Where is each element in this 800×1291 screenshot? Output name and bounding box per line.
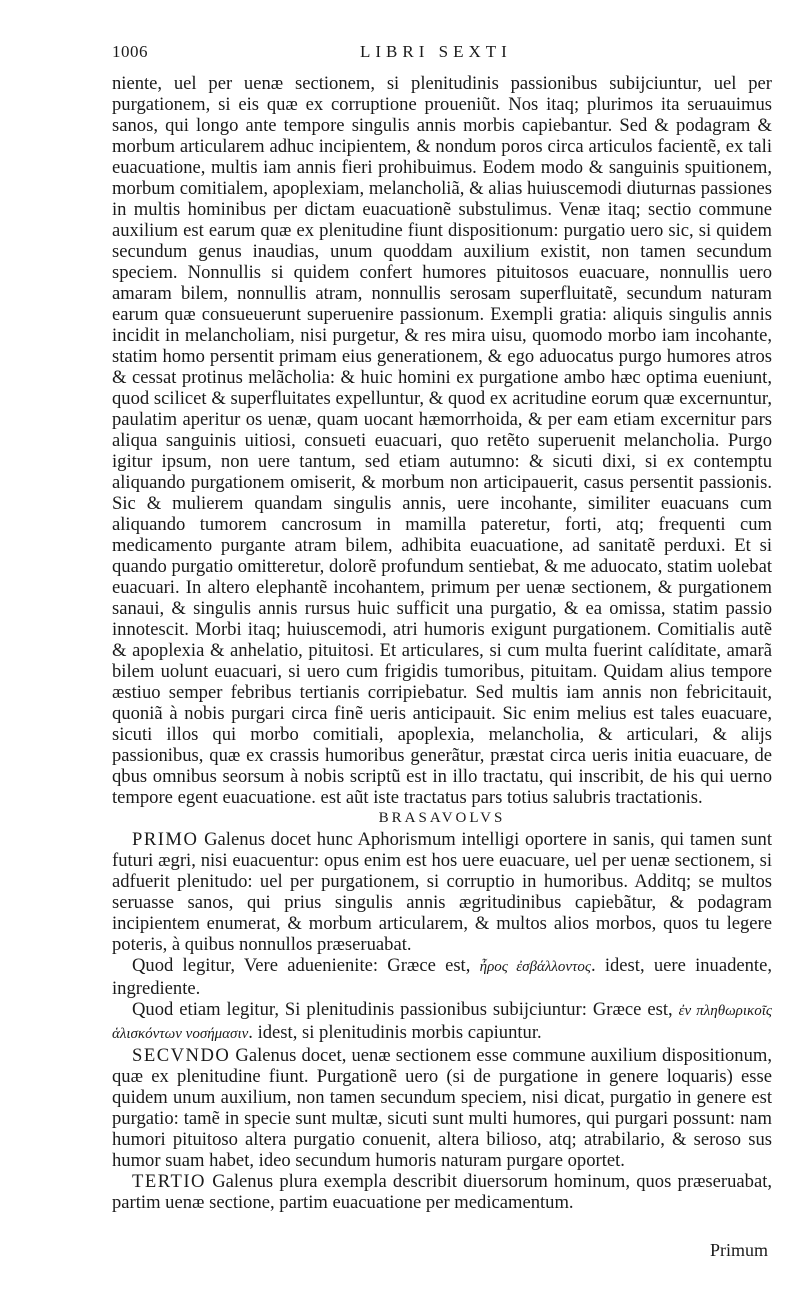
quod-etiam-paragraph <box>112 999 772 1045</box>
tertio-label: TERTIO <box>132 1171 206 1192</box>
running-title: LIBRI SEXTI <box>360 42 512 61</box>
secundo-text: Galenus docet, uenæ sectionem esse commune auxilium dispositionum, quæ ex plenitudine fiunt. Purgationẽ uero (si de purgatione in genere loquaris) esse quidem unum auxilium, non tamen secundum speciem, nisi dicat, purgatio in genere est purgatio: tamẽ in specie sunt multæ, sicuti sunt multi humores, qui purgari possunt: nam humori pituitoso altera purgatio conuenit, altera bilioso, atq; atrabilario, & seroso sus humor suam habet, ideo secundum humoris naturam purgare oportet. <box>112 1045 772 1171</box>
quod-legitur-paragraph <box>112 955 772 999</box>
tertio-text: Galenus plura exempla describit diuersorum hominum, quos præseruabat, partim uenæ sectione, partim euacuatione per medicamentum. <box>112 1171 773 1213</box>
commentary-main-paragraph: niente, uel per uenæ sectionem, si plenitudinis passionibus subijciuntur, uel per purgationem, si eis quæ ex corruptione proueniũt. Nos itaq; plurimos ita seruauimus sanos, qui longo ante tempore singulis annis morbis capiebantur. Sed & podagram & morbum articularem adhuc incipientem, & nondum poros circa articulos facientẽ, ex tali euacuatione, multis iam annis fieri prohibuimus. Eodem modo & sanguinis spuitionem, morbum comitialem, apoplexiam, melancholiã, & alias huiuscemodi diuturnas passiones in multis hominibus per dictam euacuationẽ substulimus. Venæ itaq; sectio commune auxilium est earum quæ ex plenitudine fiunt dispositionum: purgatio uero sic, si quidem secundum genus inaudias, unum quoddam auxilium existit, non tamen secundum speciem. Nonnullis si quidem confert humores pituitosos euacuare, nonnullis uero amaram bilem, nonnullis atram, nonnullis serosam superfluitatẽ, secundum naturam earum quæ consueuerunt superuenire passionum. Exempli gratia: aliquis singulis annis incidit in melancholiam, nisi purgetur, & res mira uisu, quomodo morbo iam incohante, statim homo persentit primam eius generationem, & ego aduocatus purgo humores atros & cessat protinus melãcholia: & huic homini ex purgatione ambo hæc optima eueniunt, quod scilicet & superfluitates expelluntur, & quod ex acritudine eorum quæ excernuntur, paulatim aperitur os uenæ, quam uocant hæmorrhoida, & per eam etiam excernitur pars aliqua sanguinis uitiosi, consueti euacuari, quo retẽto superuenit melancholia. Purgo igitur ipsum, non uere tantum, sed etiam autumno: & sicuti dixi, si ex contemptu aliquando purgationem omiserit, & morbum non articipauerit, casus persentit passionis. Sic & mulierem quandam singulis annis, uere incohante, similiter euacuans cum aliquando tumorem cancrosum in mamilla pateretur, forti, atq; frequenti cum medicamento purgante atram bilem, adhibita euacuatione, ad sanitatẽ perduxi. Et si quando purgatio omitteretur, dolorẽ profundum sentiebat, & me aduocato, statim uolebat euacuari. In altero elephantẽ incohantem, primum per uenæ sectionem, & purgationem sanaui, & singulis annis rursus huic sufficit una purgatio, & ea omissa, statim passio innotescit. Morbi itaq; huiuscemodi, atri humoris exigunt purgationem. Comitialis autẽ & apoplexia & anhelatio, pituitosi. Et articulares, si cum multa fuerint calíditate, amarã bilem uolunt euacuari, si uero cum frigidis tumoribus, pituitam. Quidam alius tempore æstiuo semper febribus tertianis corripiebatur. Sed multis iam annis non febricitauit, quoniã à nobis purgari circa finẽ ueris anticipauit. Sic enim melius est tales euacuare, sicuti illos qui morbo comitiali, apoplexia, melancholia, & articulari, & alijs passionibus, quæ ex crassis humoribus generãtur, præstat circa ueris initia euacuare, de qbus omnibus seorsum à nobis scriptũ est in illo tractatu, qui inscribit, de his qui uerno tempore egent euacuatione. est aũt iste tractatus pars totius salubris tractationis. <box>112 73 772 808</box>
quod-legitur-gloss: . idest, uere inuadente, ingrediente. <box>112 955 773 999</box>
catchword: Primum <box>709 1240 768 1260</box>
primo-text: Galenus docet hunc Aphorismum intelligi oportere in sanis, qui tamen sunt futuri ægri, nisi euacuentur: opus enim est hos uere euacuare, uel per uenæ sectionem, si adfuerit plenitudo: uel per purgationem, si corruptio in humoribus. Additq; se multos seruasse sanos, qui prius singulis annis ægritudinibus capiebãtur, & podagram incipientem enumerat, & morbum articularem, & multos alios morbos, quos tu legere poteris, à quibus nonnullos præseruabat. <box>112 829 772 955</box>
page-number: 1006 <box>112 42 148 61</box>
quod-etiam-text: Quod etiam legitur, Si plenitudinis passionibus subijciuntur: Græce est, <box>132 999 673 1020</box>
secundo-label: SECVNDO <box>132 1045 231 1066</box>
page-header <box>112 38 767 68</box>
tertio-paragraph <box>112 1171 772 1213</box>
secundo-paragraph <box>112 1045 772 1171</box>
primo-paragraph <box>112 829 772 955</box>
quod-etiam-gloss: . idest, si plenitudinis morbis capiuntur. <box>248 1022 542 1043</box>
greek-phrase: ἐν πληθωρικοῖς ἁλισκόντων νοσήμασιν <box>112 1003 772 1042</box>
page-body <box>112 73 772 1213</box>
quod-legitur-text: Quod legitur, Vere aduenienite: Græce est, <box>132 955 471 976</box>
primo-label: PRIMO <box>132 829 199 850</box>
section-heading: BRASAVOLVS <box>378 810 506 826</box>
greek-phrase: ἦρος ἐσβάλλοντος <box>479 959 591 975</box>
